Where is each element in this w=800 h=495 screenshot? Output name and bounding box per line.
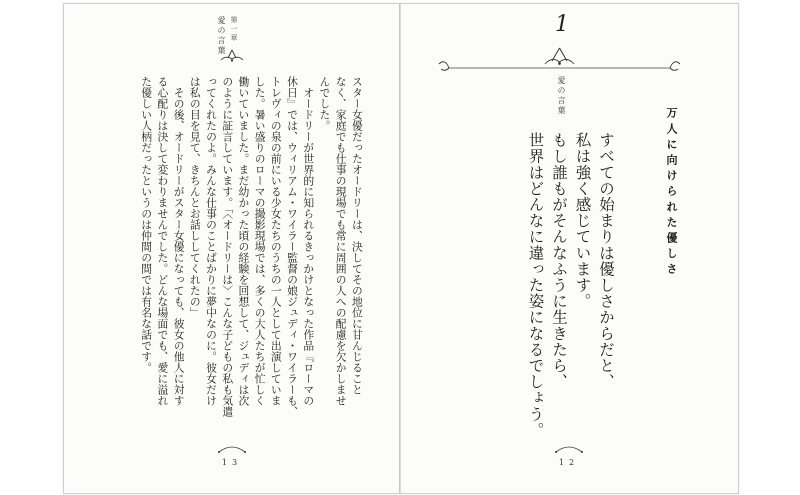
epigraph-quote (523, 132, 617, 438)
book-spread (63, 3, 739, 494)
quote-line: もし誰もがそんなふうに生きたら、 (550, 132, 568, 390)
body-line: のように証言しています。「〈オードリーは〉こんな子どもの私も気遣 (221, 76, 235, 418)
quote-line: 世界はどんなに違った姿になるでしょう。 (526, 132, 545, 438)
body-line: た優しい人柄だったというのは仲間の間では有名な話です。 (140, 76, 154, 373)
chapter-number: 1 (555, 12, 569, 37)
running-head-chapter-label: 第一章 (230, 16, 238, 43)
body-line: ってくれたのよ。みんな仕事のことばかりに夢中なのに。彼女だけ (205, 76, 219, 406)
body-line: トレヴィの泉の前にいる少女たちのうちの一人として出演していま (269, 76, 283, 406)
body-text (138, 76, 365, 441)
body-line: なく、家庭でも仕事の現場でも常に周囲の人への配慮を欠かしませ (334, 76, 348, 406)
body-line: 働いていました。まだ幼かった頃の経験を回想して、ジュディは次 (237, 76, 251, 406)
section-subtitle: 万人に向けられた優しさ (665, 107, 678, 279)
body-line: その後、オードリーがスター女優になっても、彼女の他人に対す (172, 76, 186, 406)
body-line: スター女優だったオードリーは、決してその地位に甘んじること (350, 76, 364, 395)
right-page (401, 4, 738, 493)
folio-ornament-icon (554, 444, 584, 454)
body-line: オードリーが世界的に知られるきっかけとなった作品『ローマの (302, 76, 316, 406)
page-number: 12 (558, 458, 580, 467)
folio-ornament-icon (217, 444, 247, 454)
chapter-header-ornament-icon (437, 44, 682, 74)
body-line: した。暑い盛りのローマの撮影現場では、多くの大人たちが忙しく (253, 76, 267, 406)
quote-line: すべての始まりは優しさからだと、 (597, 132, 615, 390)
left-page (64, 4, 400, 493)
quote-line: 私は強く感じています。 (573, 132, 592, 310)
body-line: んでした。 (318, 76, 332, 131)
fleuron-ornament-icon (218, 48, 246, 64)
chapter-title: 愛の言葉 (557, 76, 566, 116)
body-line: る心配りは決して変わりませんでした。どんな場面でも、愛に溢れ (156, 76, 170, 406)
body-line: 休日』では、ウィリアム・ワイラー監督の娘ジュディ・ワイラーも、 (286, 76, 300, 417)
running-head-chapter-title: 愛の言葉 (217, 16, 226, 56)
body-line: は私の目を見て、きちんとお話ししてくれたの」 (188, 76, 202, 318)
page-number: 13 (221, 458, 243, 467)
